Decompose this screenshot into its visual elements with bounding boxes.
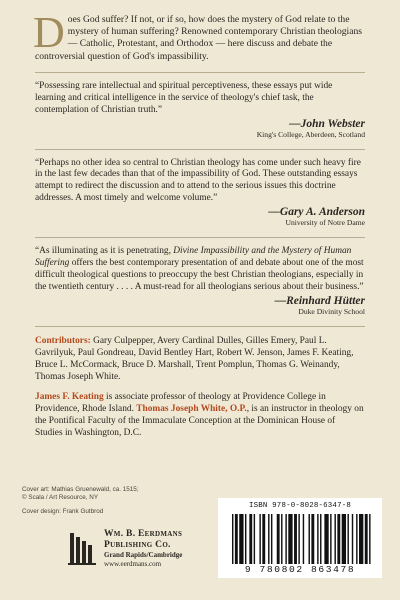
endorser-name: —Reinhard Hütter [274, 294, 365, 307]
publisher-city: Grand Rapids/Cambridge [104, 551, 183, 559]
cover-credits [22, 486, 192, 516]
cover-art-credit: Cover art: Mathias Gruenewald, ca. 1515; [22, 486, 139, 493]
isbn-text: ISBN 978-0-8028-6347-8 [249, 502, 351, 510]
divider [35, 326, 365, 327]
barcode-digits: 9 780802 863478 [244, 564, 356, 575]
publisher-text [104, 529, 182, 568]
editor-name: James F. Keating [35, 391, 104, 402]
barcode-label [218, 498, 382, 578]
endorser-name: —John Webster [289, 117, 365, 130]
endorsement-2 [35, 158, 365, 229]
contributors-label: Contributors: [35, 335, 91, 346]
publisher-block [68, 529, 218, 584]
contributors-names: Gary Culpepper, Avery Cardinal Dulles, Gilles Emery, Paul L. Gavrilyuk, Paul Gondreau, David Bentley Hart, Robert W. Jenson, James F. Keating, Bruce L. McCormack, Bruce D. Marshall, Trent Pomplun, Thomas G. Weinandy, Thomas Joseph White. [35, 335, 354, 382]
endorsement-attribution [35, 295, 365, 317]
editors-bio: James F. Keating is associate professor of theology at Providence College in Providence, Rhode Island. Thomas Joseph White, O.P., is an instructor in theology on the Pontifical Faculty of the Immaculate Conception at the Dominican House of Studies in Washington, D.C. [35, 391, 364, 438]
publisher-url: www.eerdmans.com [104, 559, 162, 568]
endorser-affiliation: Duke Divinity School [298, 306, 365, 316]
contributors-list [35, 335, 365, 383]
endorsement-3 [35, 246, 365, 317]
endorsement-quote: “As illuminating as it is penetrating, Divine Impassibility and the Mystery of Human Suffering offers the best contemporary presentation of and debate about one of the most difficult theological questions to preoccupy the best Christian theologians, especially in the twentieth century . . . . A must-read for all theologians serious about their business.” [35, 246, 364, 292]
cover-footer [22, 486, 382, 586]
endorsement-attribution [35, 206, 365, 228]
endorser-affiliation: King's College, Aberdeen, Scotland [256, 129, 365, 139]
divider [35, 237, 365, 238]
cover-design-credit: Cover design: Frank Gutbrod [22, 507, 104, 515]
endorser-name: —Gary A. Anderson [268, 206, 365, 219]
endorsement-quote: “Perhaps no other idea so central to Christian theology has come under such heavy fire in the last few decades than that of the impassibility of God. These outstanding essays attempt to redirect the discussion and to attend to the serious issues this doctrine addresses. A most timely and welcome volume.” [35, 157, 361, 204]
book-title: Divine Impassibility and the Mystery of Human Suffering [35, 246, 352, 269]
publisher-name: Wm. B. Eerdmans [104, 529, 183, 539]
endorsement-attribution [35, 118, 365, 140]
intro-text: oes God suffer? If not, or if so, how does the mystery of God relate to the mystery of human suffering? Renowned contemporary Christian theologians — Catholic, Protestant, and Orthodox — here discuss and debate the controversial question of God's impassibility. [35, 14, 363, 62]
copyright-credit: © Scala / Art Resource, NY [22, 494, 99, 502]
publisher-name-line2: Publishing Co. [104, 540, 171, 550]
back-cover-text [33, 8, 365, 439]
editor-name: Thomas Joseph White, O.P. [136, 403, 247, 414]
endorser-affiliation: University of Notre Dame [285, 218, 365, 228]
drop-cap: D [33, 8, 65, 57]
barcode-icon [232, 514, 372, 564]
endorsement-1 [35, 81, 365, 140]
divider [35, 149, 365, 150]
intro-paragraph [33, 8, 365, 63]
publisher-logo-icon [68, 531, 96, 567]
endorsement-quote: “Possessing rare intellectual and spiritual perceptiveness, these essays put wide learning and critical intelligence in the service of theology's chief task, the contemplation of Christian truth.” [35, 80, 333, 115]
divider [35, 72, 365, 73]
